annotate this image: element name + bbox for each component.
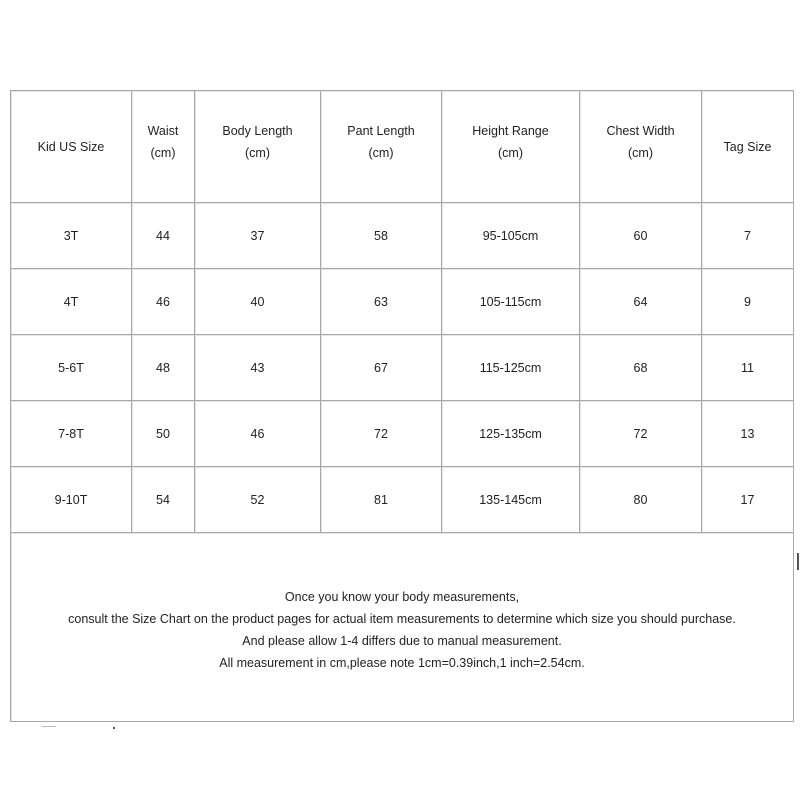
note-line: consult the Size Chart on the product pages for actual item measurements to determine which size you should purchase.: [68, 612, 736, 626]
header-label: Chest Width: [606, 123, 675, 138]
cell-pant-length: 81: [321, 467, 442, 533]
table-row: [11, 203, 794, 269]
header-unit: (cm): [245, 145, 270, 160]
header-label: Tag Size: [723, 139, 772, 154]
cell-kid-us-size: 9-10T: [11, 467, 132, 533]
header-unit: (cm): [498, 145, 523, 160]
cell-pant-length: 72: [321, 401, 442, 467]
header-row: [11, 91, 794, 203]
cell-body-length: 40: [195, 269, 321, 335]
cell-height-range: 125-135cm: [442, 401, 580, 467]
size-chart-table: [10, 90, 794, 722]
table-row: [11, 401, 794, 467]
table-row: [11, 269, 794, 335]
header-unit: (cm): [368, 145, 394, 160]
cell-body-length: 43: [195, 335, 321, 401]
table-row: [11, 467, 794, 533]
table-row: [11, 335, 794, 401]
cell-tag-size: 17: [702, 467, 794, 533]
header-pant-length: [321, 91, 442, 203]
header-chest-width: [580, 91, 702, 203]
cell-pant-length: 58: [321, 203, 442, 269]
cell-chest-width: 80: [580, 467, 702, 533]
header-height-range: [442, 91, 580, 203]
cell-kid-us-size: 5-6T: [11, 335, 132, 401]
header-label: Pant Length: [347, 123, 415, 138]
artifact-mark: [797, 553, 799, 570]
cell-pant-length: 63: [321, 269, 442, 335]
cell-waist: 44: [132, 203, 195, 269]
cell-height-range: 95-105cm: [442, 203, 580, 269]
cell-kid-us-size: 3T: [11, 203, 132, 269]
cell-body-length: 46: [195, 401, 321, 467]
cell-waist: 48: [132, 335, 195, 401]
header-unit: (cm): [150, 145, 176, 160]
header-label: Waist: [147, 123, 179, 138]
cell-tag-size: 13: [702, 401, 794, 467]
cell-height-range: 105-115cm: [442, 269, 580, 335]
cell-kid-us-size: 4T: [11, 269, 132, 335]
cell-height-range: 115-125cm: [442, 335, 580, 401]
cell-chest-width: 68: [580, 335, 702, 401]
cell-waist: 54: [132, 467, 195, 533]
cell-tag-size: 11: [702, 335, 794, 401]
header-kid-us-size: [11, 91, 132, 203]
cell-tag-size: 7: [702, 203, 794, 269]
cell-pant-length: 67: [321, 335, 442, 401]
header-label: Body Length: [222, 123, 293, 138]
cell-waist: 50: [132, 401, 195, 467]
cell-chest-width: 72: [580, 401, 702, 467]
cell-chest-width: 60: [580, 203, 702, 269]
cell-body-length: 37: [195, 203, 321, 269]
cell-kid-us-size: 7-8T: [11, 401, 132, 467]
header-tag-size: [702, 91, 794, 203]
cell-tag-size: 9: [702, 269, 794, 335]
note-line: And please allow 1-4 differs due to manual measurement.: [242, 634, 562, 648]
cell-body-length: 52: [195, 467, 321, 533]
cell-chest-width: 64: [580, 269, 702, 335]
notes-row: [11, 533, 794, 722]
cell-waist: 46: [132, 269, 195, 335]
header-label: Kid US Size: [37, 139, 105, 154]
header-body-length: [195, 91, 321, 203]
artifact-mark: [42, 726, 56, 727]
note-line: Once you know your body measurements,: [284, 590, 520, 604]
header-unit: (cm): [628, 145, 653, 160]
header-waist: [132, 91, 195, 203]
header-label: Height Range: [472, 123, 549, 138]
artifact-mark: [113, 727, 115, 729]
cell-height-range: 135-145cm: [442, 467, 580, 533]
measurement-notes: [11, 533, 794, 722]
note-line: All measurement in cm,please note 1cm=0.39inch,1 inch=2.54cm.: [219, 656, 585, 670]
